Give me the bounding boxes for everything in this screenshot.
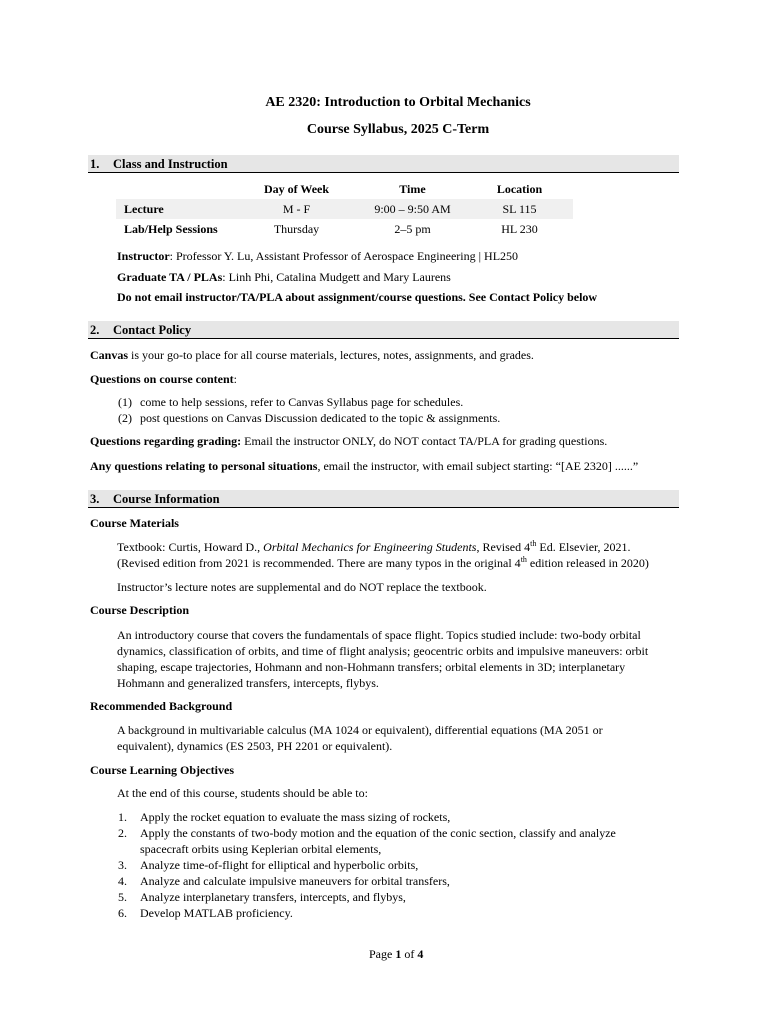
canvas-text: is your go-to place for all course materials, lectures, notes, assignments, and grades. (128, 348, 534, 362)
ta-line (117, 270, 451, 285)
background-heading: Recommended Background (90, 699, 233, 713)
objective-number: 6. (118, 906, 127, 920)
revised-note-prefix: (Revised edition from 2021 is recommended. There are many typos in the original 4 (117, 556, 521, 570)
instructor-line (117, 249, 518, 264)
instructor-label: Instructor (117, 249, 170, 263)
section-header-class-instruction (88, 155, 679, 173)
personal-label: Any questions relating to personal situations (90, 459, 318, 473)
section-title: Course Information (113, 492, 220, 506)
objective-text: spacecraft orbits using Keplerian orbital elements, (140, 842, 382, 856)
revised-note-line (117, 556, 649, 571)
email-warning: Do not email instructor/TA/PLA about assignment/course questions. See Contact Policy below (117, 290, 598, 304)
objective-text: Analyze interplanetary transfers, intercepts, and flybys, (140, 890, 406, 904)
list-item-text: come to help sessions, refer to Canvas Syllabus page for schedules. (140, 395, 464, 409)
canvas-line (90, 348, 534, 363)
paragraph-line: shaping, escape trajectories, Hohmann and non-Hohmann transfers; orbital elements in 3D; interplanetary (117, 660, 626, 674)
objectives-heading: Course Learning Objectives (90, 763, 234, 777)
objective-text: Analyze and calculate impulsive maneuvers for orbital transfers, (140, 874, 450, 888)
page-total: 4 (417, 947, 424, 961)
page-title: AE 2320: Introduction to Orbital Mechanics (265, 95, 531, 110)
schedule-row-label: Lecture (116, 199, 234, 219)
page-word: Page (369, 947, 396, 961)
section-title: Class and Instruction (113, 157, 228, 171)
paragraph-line: dynamics, classification of orbits, and time of flight analysis; geocentric orbits and impulsive maneuvers: orbit (117, 644, 649, 658)
objective-text: Apply the constants of two-body motion and the equation of the conic section, classify and analyze (140, 826, 616, 840)
page-current: 1 (395, 947, 402, 961)
objective-number: 2. (118, 826, 127, 840)
instructor-text: : Professor Y. Lu, Assistant Professor of Aerospace Engineering | HL250 (169, 249, 519, 263)
schedule-row-time: 2–5 pm (394, 221, 431, 236)
section-header-course-information (88, 490, 679, 508)
schedule-header-row (116, 179, 573, 199)
schedule-row-location: HL 230 (501, 221, 538, 236)
textbook-title: Orbital Mechanics for Engineering Students (263, 540, 477, 554)
objective-number: 3. (118, 858, 127, 872)
section-header-contact-policy (88, 321, 679, 339)
objective-number: 1. (118, 810, 127, 824)
list-item-text: post questions on Canvas Discussion dedicated to the topic & assignments. (140, 411, 501, 425)
page-of: of (401, 947, 418, 961)
grading-label: Questions regarding grading: (90, 434, 242, 448)
textbook-prefix: Textbook: Curtis, Howard D., (117, 540, 264, 554)
personal-line (90, 459, 638, 474)
objectives-intro: At the end of this course, students should be able to: (117, 786, 368, 800)
schedule-row-location: SL 115 (466, 199, 573, 219)
page-subtitle: Course Syllabus, 2025 C-Term (306, 122, 490, 137)
schedule-row-label: Lab/Help Sessions (124, 221, 218, 236)
section-number: 1. (90, 157, 100, 171)
revised-note-superscript: th (520, 555, 527, 564)
schedule-header-location: Location (496, 181, 543, 196)
schedule-header-time: Time (399, 181, 426, 196)
paragraph-line: Hohmann and generalized transfers, intercepts, flybys. (117, 676, 379, 690)
paragraph-line: An introductory course that covers the fundamentals of space flight. Topics studied include: two-body orbital (117, 628, 641, 642)
objective-text: Develop MATLAB proficiency. (140, 906, 293, 920)
textbook-line (117, 540, 631, 555)
section-title: Contact Policy (113, 323, 192, 337)
materials-heading: Course Materials (90, 516, 179, 530)
schedule-table (116, 179, 573, 239)
objective-number: 5. (118, 890, 127, 904)
schedule-row (116, 199, 573, 219)
list-item-number: (2) (118, 411, 132, 425)
section-number: 2. (90, 323, 100, 337)
objective-number: 4. (118, 874, 127, 888)
objective-text: Analyze time-of-flight for elliptical and hyperbolic orbits, (140, 858, 419, 872)
questions-content-heading (90, 372, 237, 387)
questions-content-colon: : (233, 372, 238, 386)
schedule-header-day: Day of Week (263, 181, 330, 196)
ta-label: Graduate TA / PLAs (117, 270, 223, 284)
schedule-row-day: Thursday (273, 221, 320, 236)
textbook-edition: , Revised 4 (476, 540, 531, 554)
list-item-number: (1) (118, 395, 132, 409)
page-number (369, 947, 423, 962)
lecture-notes-line: Instructor’s lecture notes are supplemental and do NOT replace the textbook. (117, 580, 487, 594)
grading-line (90, 434, 607, 449)
revised-note-suffix: edition released in 2020) (526, 556, 649, 570)
schedule-row-day: M - F (234, 199, 359, 219)
paragraph-line: A background in multivariable calculus (MA 1024 or equivalent), differential equations (MA 2051 or (117, 723, 603, 737)
personal-text: , email the instructor, with email subject starting: “[AE 2320] ......” (317, 459, 639, 473)
section-number: 3. (90, 492, 100, 506)
ta-text: : Linh Phi, Catalina Mudgett and Mary Laurens (222, 270, 451, 284)
schedule-row-time: 9:00 – 9:50 AM (359, 199, 466, 219)
description-heading: Course Description (90, 603, 189, 617)
questions-content-label: Questions on course content (90, 372, 234, 386)
textbook-superscript: th (530, 539, 537, 548)
objective-text: Apply the rocket equation to evaluate the mass sizing of rockets, (140, 810, 451, 824)
grading-text: Email the instructor ONLY, do NOT contact TA/PLA for grading questions. (241, 434, 608, 448)
schedule-header-empty (116, 179, 234, 199)
canvas-label: Canvas (90, 348, 129, 362)
paragraph-line: equivalent), dynamics (ES 2503, PH 2201 or equivalent). (117, 739, 393, 753)
schedule-row (116, 219, 573, 239)
textbook-publisher: Ed. Elsevier, 2021. (536, 540, 631, 554)
